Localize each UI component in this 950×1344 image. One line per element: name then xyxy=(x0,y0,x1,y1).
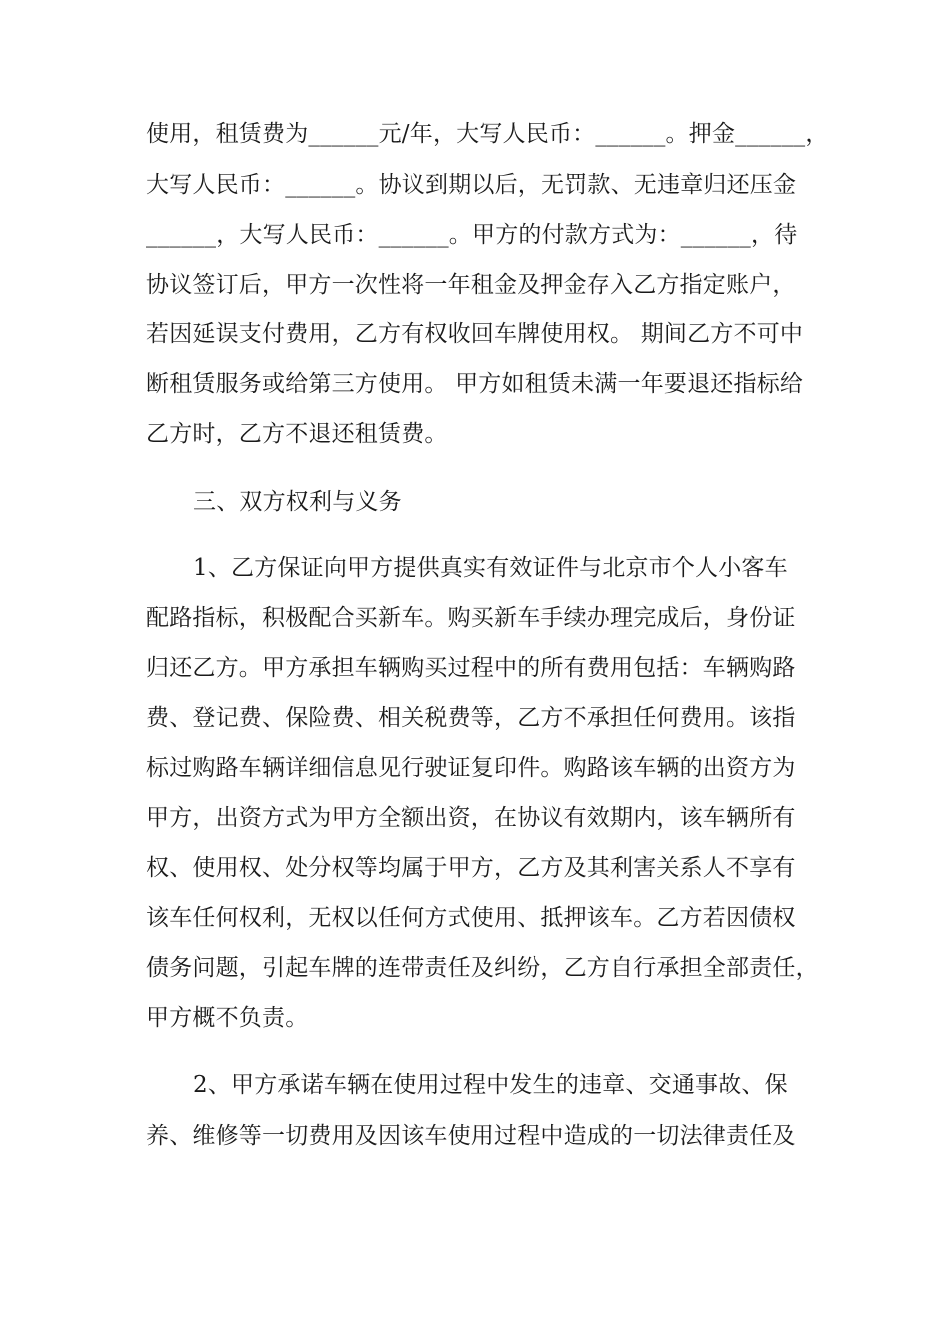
paragraph-line: 断租赁服务或给第三方使用。 甲方如租赁未满一年要退还指标给 xyxy=(146,371,804,397)
clause-1-line: 甲方，出资方式为甲方全额出资，在协议有效期内，该车辆所有 xyxy=(146,805,796,831)
clause-2-line: 2、甲方承诺车辆在使用过程中发生的违章、交通事故、保 xyxy=(193,1072,788,1098)
paragraph-line: 若因延误支付费用，乙方有权收回车牌使用权。 期间乙方不可中 xyxy=(146,321,804,347)
paragraph-line: 大写人民币：______。协议到期以后，无罚款、无违章归还压金 xyxy=(146,172,797,198)
paragraph-line: 协议签订后，甲方一次性将一年租金及押金存入乙方指定账户， xyxy=(146,272,796,298)
clause-1-line: 配路指标，积极配合买新车。购买新车手续办理完成后，身份证 xyxy=(146,605,796,631)
clause-1-line: 费、登记费、保险费、相关税费等，乙方不承担任何费用。该指 xyxy=(146,705,796,731)
paragraph-line: ______，大写人民币：______。甲方的付款方式为：______，待 xyxy=(146,222,798,248)
paragraph-line: 使用，租赁费为______元/年，大写人民币：______。押金______， xyxy=(146,121,829,147)
clause-1-line: 1、乙方保证向甲方提供真实有效证件与北京市个人小客车 xyxy=(193,555,788,581)
clause-1-line: 归还乙方。甲方承担车辆购买过程中的所有费用包括：车辆购路 xyxy=(146,655,796,681)
clause-2-line: 养、维修等一切费用及因该车使用过程中造成的一切法律责任及 xyxy=(146,1123,796,1149)
paragraph-line: 乙方时，乙方不退还租赁费。 xyxy=(146,421,448,447)
section-heading: 三、双方权利与义务 xyxy=(193,489,402,515)
clause-1-line: 甲方概不负责。 xyxy=(146,1005,309,1031)
clause-1-line: 权、使用权、处分权等均属于甲方，乙方及其利害关系人不享有 xyxy=(146,855,796,881)
clause-1-line: 标过购路车辆详细信息见行驶证复印件。购路该车辆的出资方为 xyxy=(146,755,796,781)
clause-1-line: 债务问题，引起车牌的连带责任及纠纷，乙方自行承担全部责任， xyxy=(146,955,819,981)
clause-1-line: 该车任何权利，无权以任何方式使用、抵押该车。乙方若因债权 xyxy=(146,905,796,931)
